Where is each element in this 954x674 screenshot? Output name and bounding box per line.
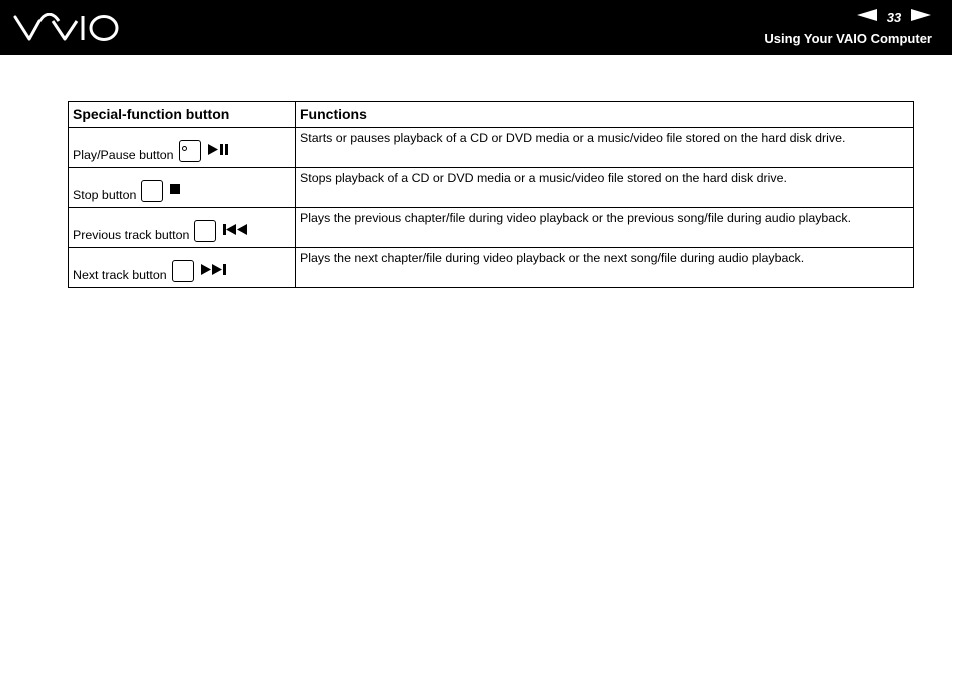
function-description: Starts or pauses playback of a CD or DVD media or a music/video file stored on the hard disk drive. — [296, 128, 914, 168]
button-cell — [69, 128, 296, 168]
key-icon — [179, 140, 201, 162]
stop-icon — [170, 184, 181, 198]
next-track-icon — [201, 264, 227, 278]
function-description: Plays the previous chapter/file during video playback or the previous song/file during audio playback. — [296, 208, 914, 248]
column-header: Special-function button — [69, 102, 296, 128]
table-row — [69, 208, 914, 248]
button-cell — [69, 208, 296, 248]
function-table — [68, 101, 914, 288]
header-bar — [0, 0, 952, 55]
table-header-row — [69, 102, 914, 128]
table-row — [69, 248, 914, 288]
section-title: Using Your VAIO Computer — [764, 31, 932, 46]
previous-track-icon — [223, 224, 249, 238]
button-name: Previous track button — [73, 228, 190, 242]
table-row — [69, 128, 914, 168]
button-name: Stop button — [73, 188, 137, 202]
key-icon — [172, 260, 194, 282]
table-row — [69, 168, 914, 208]
page-number: 33 — [886, 9, 902, 25]
arrow-right-icon[interactable] — [911, 8, 931, 26]
button-name: Play/Pause button — [73, 148, 174, 162]
vaio-logo — [13, 13, 121, 48]
function-description: Stops playback of a CD or DVD media or a music/video file stored on the hard disk drive. — [296, 168, 914, 208]
page-navigator — [857, 8, 931, 26]
arrow-left-icon[interactable] — [857, 8, 877, 26]
column-header: Functions — [296, 102, 914, 128]
button-cell — [69, 168, 296, 208]
function-description: Plays the next chapter/file during video playback or the next song/file during audio playback. — [296, 248, 914, 288]
key-icon — [194, 220, 216, 242]
button-name: Next track button — [73, 268, 167, 282]
key-icon — [141, 180, 163, 202]
button-cell — [69, 248, 296, 288]
play-pause-icon — [208, 144, 230, 158]
